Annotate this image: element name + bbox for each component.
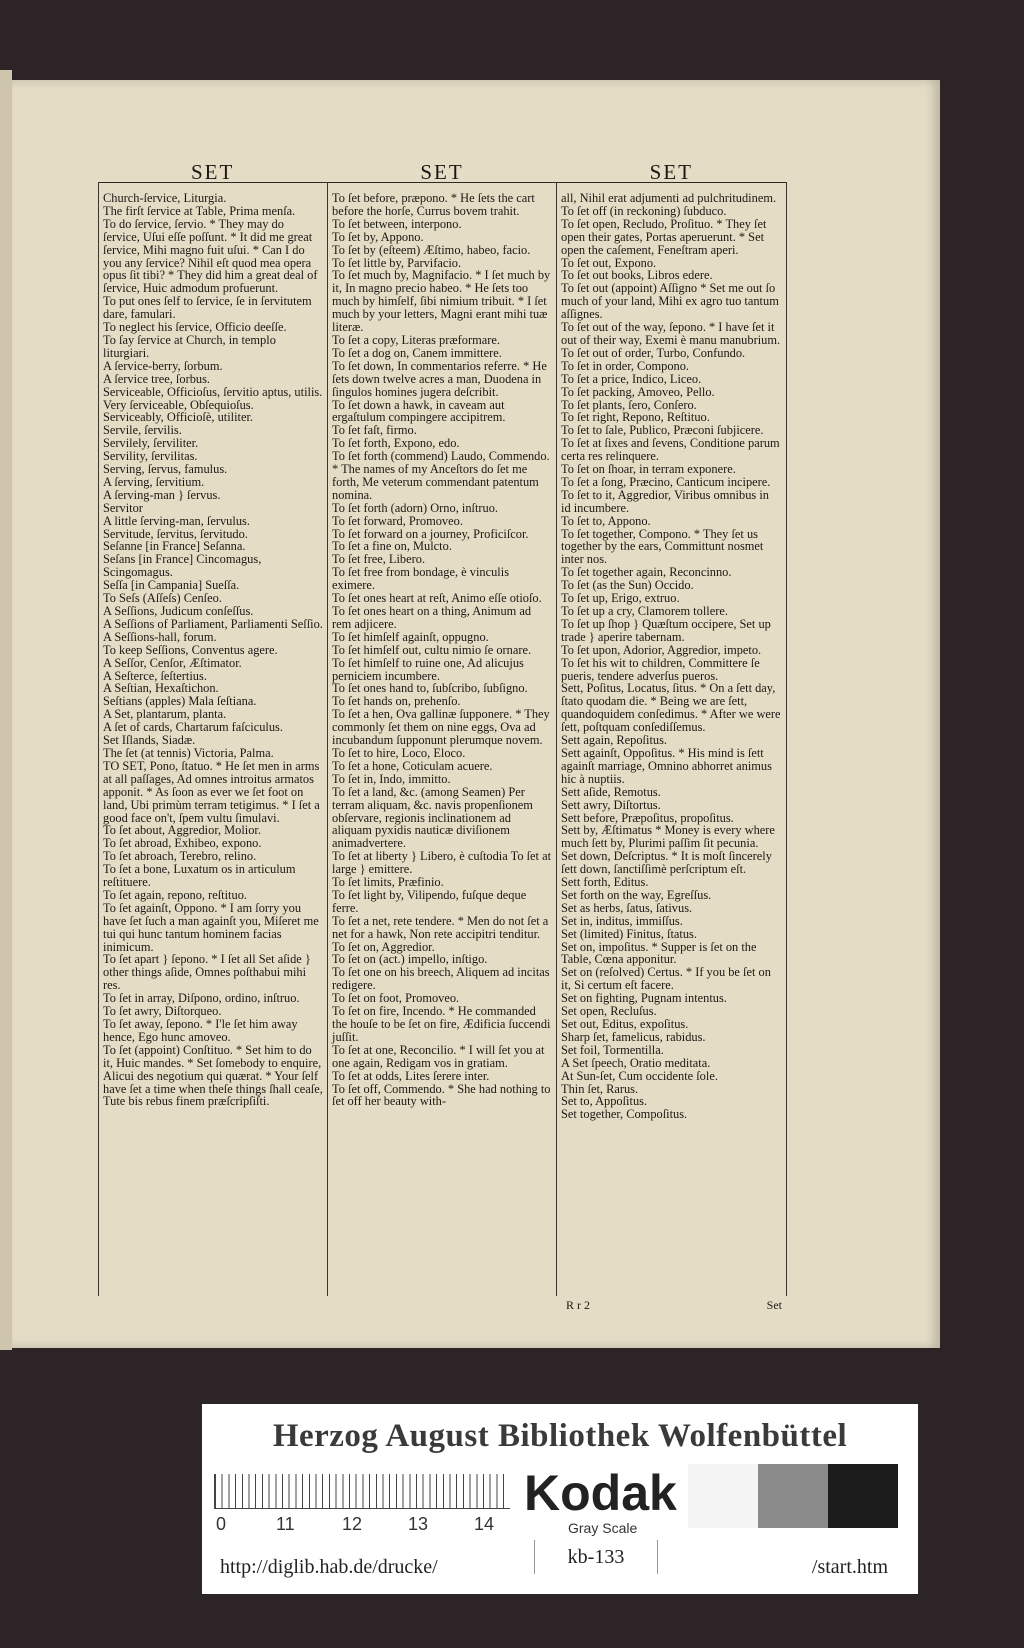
ruler-ticks <box>214 1474 510 1509</box>
dictionary-entry: To ſet off (in reckoning) ſubduco. <box>561 203 727 218</box>
dictionary-entry: Sett before, Præpoſitus, propoſitus. <box>561 810 734 825</box>
dictionary-entry: To ſet right, Repono, Reſtituo. <box>561 410 710 425</box>
dictionary-entry: To ſet abroad, Exhibeo, expono. <box>103 836 262 851</box>
dictionary-entry: To ſay ſervice at Church, in templo liturgiari. <box>103 332 276 360</box>
running-head-middle: SET <box>420 160 464 184</box>
dictionary-entry: A Seſſions-hall, forum. <box>103 629 217 644</box>
dictionary-entry: To ſet up a cry, Clamorem tollere. <box>561 604 728 618</box>
dictionary-entry: To ſet about, Aggredior, Molior. <box>103 823 261 838</box>
dictionary-entry: To ſet in, Indo, immitto. <box>332 771 451 786</box>
dictionary-entry: To ſet in array, Diſpono, ordino, inſtruo. <box>103 991 300 1006</box>
dictionary-entry: To keep Seſſions, Conventus agere. <box>103 642 278 657</box>
dictionary-entry: To ſet out of the way, ſepono. * I have ſet it out of their way, Exemi è manu manubrium. <box>561 320 781 347</box>
dictionary-entry: To ſet to it, Aggredior, Viribus omnibus in id incumbere. <box>561 487 769 515</box>
dictionary-entry: To ſet forward on a journey, Proficiſcor. <box>332 526 529 541</box>
dictionary-entry: To ſet plants, ſero, Conſero. <box>561 397 697 412</box>
dictionary-entry: Serviceably, Officioſè, utiliter. <box>103 410 254 425</box>
dictionary-entry: A ſervice tree, ſorbus. <box>103 371 211 386</box>
dictionary-entry: To ſet a hen, Ova gallinæ ſupponere. * They commonly ſet them on nine eggs, Ova ad incubandum ſupponunt plerumque novem. <box>332 707 550 748</box>
dictionary-entry: Set together, Compoſitus. <box>561 1107 688 1122</box>
ruler-number: 0 <box>216 1514 227 1534</box>
ruler-number: 13 <box>408 1514 429 1534</box>
column-rule-right <box>786 182 787 1296</box>
dictionary-entry: To ſet upon, Adorior, Aggredior, impeto. <box>561 642 762 657</box>
dictionary-entry: To ſet a price, Indico, Liceo. <box>561 371 702 386</box>
dictionary-entry: Set open, Recluſus. <box>561 1004 657 1019</box>
dictionary-entry: A Seſſions, Judicum conſeſſus. <box>103 604 254 618</box>
dictionary-entry: A Seſtian, Hexaſtichon. <box>103 681 219 696</box>
dictionary-entry: To ſet ones hand to, ſubſcribo, ſubſigno. <box>332 681 528 696</box>
dictionary-entry: A Set, plantarum, planta. <box>103 707 227 722</box>
dictionary-entry: Set as herbs, ſatus, ſativus. <box>561 900 693 915</box>
dictionary-entry: Servile, ſervilis. <box>103 423 182 438</box>
dictionary-entry: To ſet himſelf out, cultu nimio ſe ornare. <box>332 642 532 657</box>
ruler-number: 12 <box>342 1514 363 1534</box>
running-heads <box>98 162 786 182</box>
dictionary-entry: Set down, Deſcriptus. * It is moſt ſincerely ſett down, ſanctiſſimè perſcriptum eſt. <box>561 849 772 877</box>
dictionary-entry: A Set ſpeech, Oratio meditata. <box>561 1055 711 1070</box>
dictionary-entry: Sett awry, Diſtortus. <box>561 797 661 812</box>
dictionary-entry: To ſet apart } ſepono. * I ſet all Set aſide } other things aſide, Omnes poſthabui mihi res. <box>103 952 311 993</box>
dictionary-entry: Sett forth, Editus. <box>561 875 649 890</box>
dictionary-entry: To ſet out books, Libros edere. <box>561 268 713 283</box>
dictionary-entry: Sharp ſet, famelicus, rabidus. <box>561 1029 706 1044</box>
dictionary-entry: The ſet (at tennis) Victoria, Palma. <box>103 745 274 760</box>
dictionary-entry: To do ſervice, ſervio. * They may do ſervice, Uſui eſſe poſſunt. * It did me great ſervice, Mihi magno fuit uſui. * Can I do you any ſervice? Nihil eſt quod mea opera opus ſit tibi? * They did him a great deal of ſervice, Huic admodum profuerunt. <box>103 216 318 296</box>
dictionary-entry: Set to, Appoſitus. <box>561 1094 648 1109</box>
dictionary-entry: A little ſerving-man, ſervulus. <box>103 513 250 528</box>
dictionary-entry: To ſet light by, Vilipendo, fuſque deque ferre. <box>332 887 527 915</box>
catchword: Set <box>766 1298 782 1312</box>
dictionary-entry: To ſet a bone, Luxatum os in articulum reſtituere. <box>103 862 296 890</box>
dictionary-column-3 <box>561 192 781 1121</box>
book-page <box>12 80 940 1348</box>
dictionary-entry: Serving, ſervus, famulus. <box>103 462 228 477</box>
dictionary-entry: To ſet to, Appono. <box>561 513 651 528</box>
dictionary-entry: To ſet open, Recludo, Proſituo. * They ſet open their gates, Portas aperuerunt. * Set open the caſement, Feneſtram aperi. <box>561 216 767 257</box>
dictionary-entry: Seſſa [in Campania] Sueſſa. <box>103 578 240 593</box>
dictionary-entry: Seſans [in France] Cincomagus, Scingomagus. <box>103 552 262 580</box>
dictionary-entry: Set foil, Tormentilla. <box>561 1042 664 1057</box>
dictionary-entry: To ſet to ſale, Publico, Præconi ſubjicere. <box>561 423 764 438</box>
dictionary-entry: To ſet abroach, Terebro, relino. <box>103 849 257 864</box>
dictionary-entry: To ſet forward, Promoveo. <box>332 513 463 528</box>
dictionary-entry: To ſet free from bondage, è vinculis eximere. <box>332 565 510 593</box>
dictionary-entry: To ſet hands on, prehenſo. <box>332 694 461 709</box>
dictionary-entry: A Seſſions of Parliament, Parliamenti Seſſio. <box>103 616 323 631</box>
dictionary-entry: To ſet out, Expono. <box>561 255 657 270</box>
dictionary-entry: To ſet forth (commend) Laudo, Commendo. * The names of my Anceſtors do ſet me forth, Me veterum commendant patentum nomina. <box>332 449 550 502</box>
dictionary-entry: To ſet down a hawk, in caveam aut ergaſtulum compingere accipitrem. <box>332 397 506 425</box>
page-footer <box>98 1298 786 1316</box>
dictionary-entry: Sett againſt, Oppoſitus. * His mind is ſett againſt marriage, Omnino abhorret animus hic à nuptiis. <box>561 745 772 786</box>
dictionary-entry: Very ſerviceable, Obſequioſus. <box>103 397 254 412</box>
dictionary-entry: Sett aſide, Remotus. <box>561 784 661 799</box>
dictionary-entry: Set Iſlands, Siadæ. <box>103 733 196 748</box>
dictionary-entry: To ſet a net, rete tendere. * Men do not ſet a net for a hawk, Non rete accipitri tenditur. <box>332 913 549 941</box>
dictionary-entry: To ſet againſt, Oppono. * I am ſorry you have ſet ſuch a man againſt you, Miſeret me tui qui hunc tantum hominem facias inimicum. <box>103 900 319 954</box>
start-link: /start.htm <box>811 1556 888 1578</box>
column-rule-1 <box>327 182 328 1296</box>
dictionary-entry: To ſet (as the Sun) Occido. <box>561 578 694 593</box>
dictionary-entry: Set on, impoſitus. * Supper is ſet on the Table, Cœna apponitur. <box>561 939 757 967</box>
dictionary-entry: To ſet by (eſteem) Æſtimo, habeo, facio. <box>332 242 531 257</box>
dictionary-entry: Seſanne [in France] Seſanna. <box>103 539 246 554</box>
dictionary-entry: To ſet away, ſepono. * I'le ſet him away hence, Ego hunc amoveo. <box>103 1017 298 1044</box>
dictionary-entry: To neglect his ſervice, Officio deeſſe. <box>103 320 287 335</box>
dictionary-entry: Church-ſervice, Liturgia. <box>103 191 227 205</box>
text-frame <box>98 162 786 1314</box>
dictionary-entry: To ſet much by, Magnifacio. * I ſet much by it, In magno precio habeo. * He ſets too much by himſelf, ſibi nimium tribuit. * I ſet much by your letters, Magni erant mihi tuæ literæ. <box>332 268 551 335</box>
column-rule-2 <box>556 182 557 1296</box>
dictionary-entry: To ſet forth (adorn) Orno, inſtruo. <box>332 500 499 515</box>
color-target-band <box>202 1404 918 1594</box>
ruler-number: 11 <box>276 1514 295 1534</box>
dictionary-entry: To ſet a fine on, Mulcto. <box>332 539 452 554</box>
dictionary-entry: To ſet free, Libero. <box>332 552 426 567</box>
dictionary-entry: To ſet a dog on, Canem immittere. <box>332 345 502 360</box>
kodak-logo: Kodak <box>524 1465 677 1521</box>
dictionary-entry: To ſet faſt, firmo. <box>332 423 417 438</box>
dictionary-entry: To ſet at odds, Lites ſerere inter. <box>332 1068 490 1083</box>
dictionary-entry: A ſerving, ſervitium. <box>103 474 205 489</box>
dictionary-entry: To ſet a copy, Literas præformare. <box>332 332 500 347</box>
scan-id: kb-133 <box>534 1540 658 1574</box>
dictionary-column-2 <box>332 192 552 1108</box>
dictionary-entry: To ſet to hire, Loco, Eloco. <box>332 745 466 760</box>
dictionary-entry: At Sun-ſet, Cum occidente ſole. <box>561 1068 718 1083</box>
gray-swatch-white <box>688 1464 758 1528</box>
dictionary-entry: To ſet out (appoint) Aſſigno * Set me out ſo much of your land, Mihi ex agro tuo tantum aſſignes. <box>561 281 779 322</box>
dictionary-entry: To ſet off, Commendo. * She had nothing to ſet off her beauty with- <box>332 1081 551 1109</box>
dictionary-entry: To ſet forth, Expono, edo. <box>332 436 460 451</box>
dictionary-entry: To ſet in order, Compono. <box>561 358 690 373</box>
dictionary-entry: To ſet on (act.) impello, inſtigo. <box>332 952 488 967</box>
dictionary-entry: Set on (reſolved) Certus. * If you be ſet on it, Si certum eſt facere. <box>561 965 771 993</box>
library-name: Herzog August Bibliothek Wolfenbüttel <box>272 1418 848 1454</box>
dictionary-entry: Serviceable, Officioſus, ſervitio aptus, utilis. <box>103 384 323 399</box>
dictionary-entry: To ſet by, Appono. <box>332 229 424 244</box>
dictionary-entry: To ſet before, præpono. * He ſets the cart before the horſe, Currus bovem trahit. <box>332 191 535 218</box>
dictionary-entry: To ſet awry, Diſtorqueo. <box>103 1004 222 1019</box>
head-rule <box>98 182 786 183</box>
running-head-left: SET <box>190 160 235 184</box>
dictionary-entry: To Seſs (Aſſeſs) Cenſeo. <box>103 591 222 606</box>
dictionary-entry: To ſet on ſhoar, in terram exponere. <box>561 462 736 477</box>
dictionary-entry: To ſet himſelf againſt, oppugno. <box>332 629 489 644</box>
dictionary-entry: To ſet at ſixes and ſevens, Conditione parum certa res relinquere. <box>561 436 780 464</box>
dictionary-entry: Set in, inditus, immiſſus. <box>561 913 683 928</box>
dictionary-entry: To put ones ſelf to ſervice, ſe in ſervitutem dare, famulari. <box>103 294 312 322</box>
dictionary-entry: Servitude, ſervitus, ſervitudo. <box>103 526 248 541</box>
dictionary-entry: TO SET, Pono, ſtatuo. * He ſet men in arms at all paſſages, Ad omnes introitus armatos apponit. * As ſoon as ever we ſet foot on land, Ubi primùm terram tetigimus. * I ſet a good face on't, ſpem vultu ſimulavi. <box>103 758 320 825</box>
dictionary-entry: To ſet on foot, Promoveo. <box>332 991 460 1006</box>
dictionary-entry: A Seſterce, ſeſtertius. <box>103 668 207 683</box>
dictionary-entry: To ſet at one, Reconcilio. * I will ſet you at one again, Redigam vos in gratiam. <box>332 1042 545 1070</box>
dictionary-entry: To ſet himſelf to ruine one, Ad alicujus perniciem incumbere. <box>332 655 524 683</box>
dictionary-entry: To ſet (appoint) Conſtituo. * Set him to do it, Huic mandes. * Set ſomebody to enquire, Alicui des negotium qui quærat. * Your ſelf have ſet a time when theſe things ſhall ceaſe, Tute bis rebus finem præſcripſiſti. <box>103 1042 323 1109</box>
dictionary-entry: Sett again, Repoſitus. <box>561 733 667 748</box>
dictionary-entry: Servility, ſervilitas. <box>103 449 198 464</box>
dictionary-entry: To ſet down, In commentarios referre. * He ſets down twelve acres a man, Duodena in ſingulos homines jugera deſcribit. <box>332 358 547 399</box>
dictionary-entry: Set (limited) Finitus, ſtatus. <box>561 926 697 941</box>
dictionary-entry: Seſtians (apples) Mala ſeſtiana. <box>103 694 257 709</box>
dictionary-entry: To ſet on fire, Incendo. * He commanded the houſe to be ſet on fire, Ædificia ſuccendi juſſit. <box>332 1004 551 1044</box>
dictionary-entry: To ſet one on his breech, Aliquem ad incitas redigere. <box>332 965 550 993</box>
dictionary-entry: Sett, Poſitus, Locatus, ſitus. * On a ſett day, ſtato quodam die. * Being we are ſett, quandoquidem conſedimus. * After we were ſett, poſtquam conſediſſemus. <box>561 681 781 735</box>
dictionary-entry: To ſet out of order, Turbo, Confundo. <box>561 345 746 360</box>
ruler-number: 14 <box>474 1514 495 1534</box>
library-url: http://diglib.hab.de/drucke/ <box>220 1556 438 1578</box>
dictionary-entry: To ſet together, Compono. * They ſet us together by the ears, Committunt nosmet inter nos. <box>561 526 764 567</box>
dictionary-entry: To ſet a hone, Coticulam acuere. <box>332 758 493 773</box>
dictionary-entry: To ſet on, Aggredior. <box>332 939 435 954</box>
dictionary-entry: Set on fighting, Pugnam intentus. <box>561 991 727 1006</box>
running-head-right: SET <box>649 160 693 184</box>
dictionary-entry: To ſet a ſong, Præcino, Canticum incipere. <box>561 474 771 489</box>
gray-swatch-black <box>828 1464 898 1528</box>
dictionary-entry: To ſet little by, Parvifacio. <box>332 255 462 270</box>
dictionary-entry: To ſet again, repono, reſtituo. <box>103 887 247 902</box>
signature-mark: R r 2 <box>566 1298 590 1312</box>
dictionary-entry: To ſet packing, Amoveo, Pello. <box>561 384 715 399</box>
dictionary-entry: The firſt ſervice at Table, Prima menſa. <box>103 203 296 218</box>
dictionary-entry: To ſet his wit to children, Committere ſe pueris, tendere adverſus pueros. <box>561 655 760 683</box>
gray-swatches <box>688 1464 898 1528</box>
dictionary-entry: To ſet ones heart at reſt, Animo eſſe otioſo. <box>332 591 542 606</box>
gray-swatch-mid <box>758 1464 828 1528</box>
dictionary-entry: Servilely, ſerviliter. <box>103 436 199 451</box>
dictionary-entry: Set forth on the way, Egreſſus. <box>561 887 712 902</box>
facing-page-edge <box>0 70 12 1350</box>
dictionary-entry: To ſet up ſhop } Quæſtum occipere, Set up trade } aperire tabernam. <box>561 616 771 644</box>
dictionary-entry: To ſet together again, Reconcinno. <box>561 565 732 580</box>
dictionary-entry: Set out, Editus, expoſitus. <box>561 1017 689 1031</box>
dictionary-entry: Thin ſet, Rarus. <box>561 1081 639 1096</box>
dictionary-column-1 <box>103 192 323 1108</box>
dictionary-entry: all, Nihil erat adjumenti ad pulchritudinem. <box>561 191 777 205</box>
dictionary-entry: To ſet between, interpono. <box>332 216 462 231</box>
dictionary-entry: A Seſſor, Cenſor, Æſtimator. <box>103 655 242 670</box>
dictionary-entry: Servitor <box>103 500 143 515</box>
dictionary-entry: Sett by, Æſtimatus * Money is every where much ſett by, Plurimi paſſim ſit pecunia. <box>561 823 775 851</box>
dictionary-entry: To ſet a land, &c. (among Seamen) Per terram aliquam, &c. navis propenſionem obſervare, regionis inclinationem ad aliquam pyxidis nauticæ diviſionem animadvertere. <box>332 784 533 851</box>
ruler <box>214 1474 510 1536</box>
dictionary-entry: To ſet ones heart on a thing, Animum ad rem adjicere. <box>332 604 532 631</box>
dictionary-entry: A ſet of cards, Chartarum faſciculus. <box>103 720 283 735</box>
column-rule-left <box>98 182 99 1296</box>
dictionary-entry: To ſet up, Erigo, extruo. <box>561 591 680 606</box>
ruler-numbers <box>214 1514 510 1534</box>
dictionary-entry: A ſerving-man } ſervus. <box>103 487 221 502</box>
dictionary-entry: To ſet at liberty } Libero, è cuſtodia To ſet at large } emittere. <box>332 849 552 877</box>
dictionary-entry: To ſet limits, Præfinio. <box>332 875 444 890</box>
gray-scale-label: Gray Scale <box>568 1520 638 1536</box>
dictionary-entry: A ſervice-berry, ſorbum. <box>103 358 223 373</box>
